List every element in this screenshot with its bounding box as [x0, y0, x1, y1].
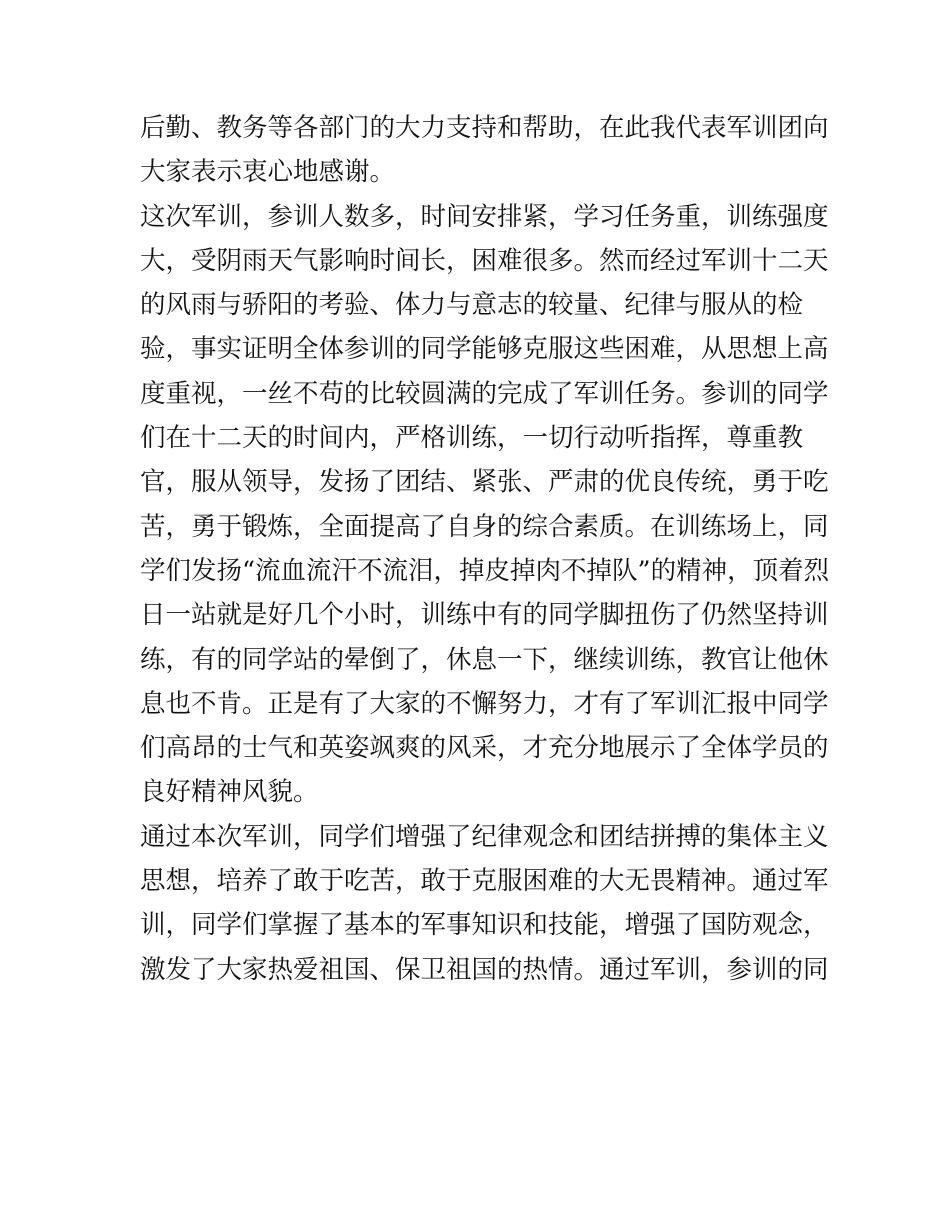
text-line: 们在十二天的时间内，严格训练，一切行动听指挥，尊重教 [140, 423, 804, 454]
text-line: 苦，勇于锻炼，全面提高了自身的综合素质。在训练场上，同 [140, 511, 829, 542]
text-line: 这次军训，参训人数多，时间安排紧，学习任务重，训练强度 [140, 201, 829, 232]
text-line: 验，事实证明全体参训的同学能够克服这些困难，从思想上高 [140, 334, 829, 365]
text-line: 良好精神风貌。 [140, 777, 319, 808]
text-line: 大家表示衷心地感谢。 [140, 157, 396, 188]
text-line: 们高昂的士气和英姿飒爽的风采，才充分地展示了全体学员的 [140, 733, 829, 764]
text-line: 度重视，一丝不苟的比较圆满的完成了军训任务。参训的同学 [140, 378, 829, 409]
text-line: 官，服从领导，发扬了团结、紧张、严肃的优良传统，勇于吃 [140, 467, 829, 498]
text-line: 日一站就是好几个小时，训练中有的同学脚扭伤了仍然坚持训 [140, 600, 829, 631]
document-body-text [140, 106, 830, 992]
text-line: 激发了大家热爱祖国、保卫祖国的热情。通过军训，参训的同 [140, 954, 829, 985]
text-line: 训，同学们掌握了基本的军事知识和技能，增强了国防观念， [140, 910, 829, 941]
text-line: 通过本次军训，同学们增强了纪律观念和团结拼搏的集体主义 [140, 821, 829, 852]
text-line: 学们发扬“流血流汗不流泪，掉皮掉肉不掉队”的精神，顶着烈 [140, 555, 830, 586]
text-line: 的风雨与骄阳的考验、体力与意志的较量、纪律与服从的检 [140, 290, 804, 321]
text-line: 息也不肯。正是有了大家的不懈努力，才有了军训汇报中同学 [140, 688, 829, 719]
text-line: 大，受阴雨天气影响时间长，困难很多。然而经过军训十二天 [140, 245, 829, 276]
text-line: 思想，培养了敢于吃苦，敢于克服困难的大无畏精神。通过军 [140, 866, 829, 897]
text-line: 后勤、教务等各部门的大力支持和帮助，在此我代表军训团向 [140, 113, 829, 143]
text-line: 练，有的同学站的晕倒了，休息一下，继续训练，教官让他休 [140, 644, 829, 675]
